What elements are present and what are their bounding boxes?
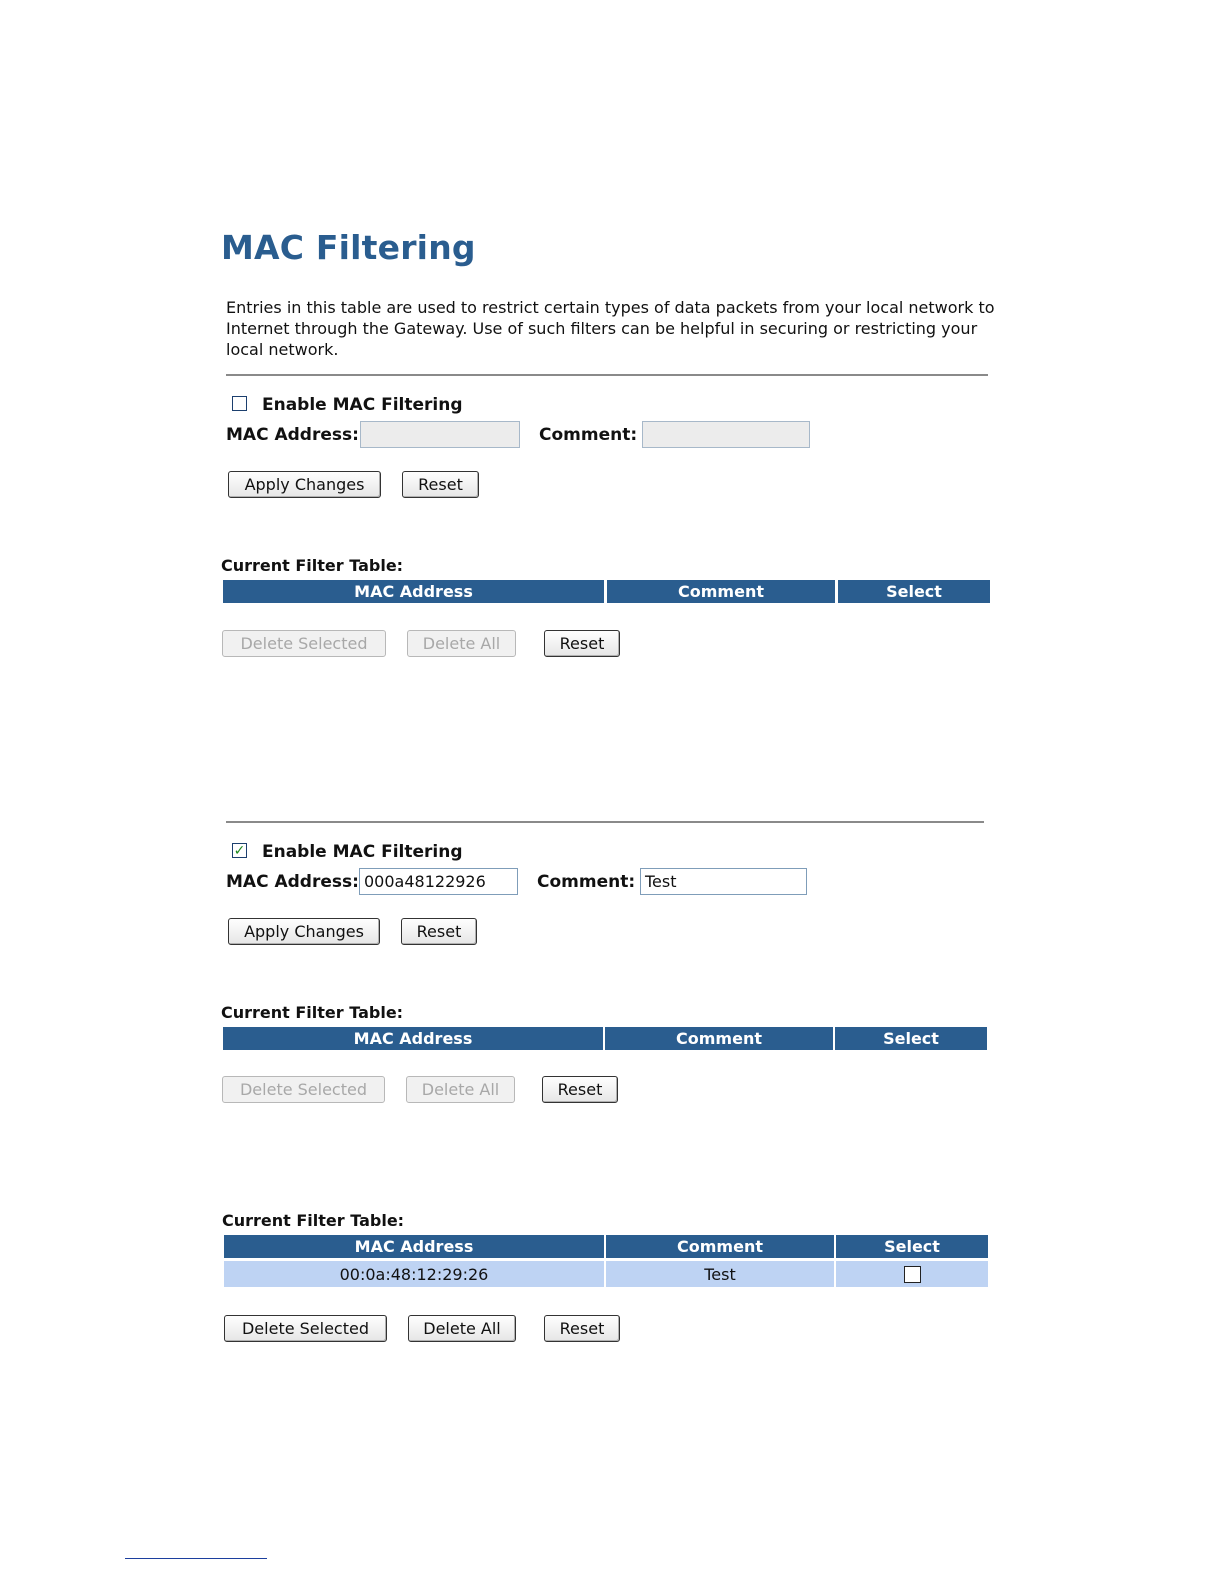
delete-all-button[interactable]: Delete All (406, 1076, 515, 1103)
enable-mac-filtering-checkbox[interactable] (232, 396, 247, 411)
column-header-mac-address: MAC Address (223, 580, 604, 603)
current-filter-table-label: Current Filter Table: (222, 1211, 405, 1230)
table-cell-select (836, 1261, 988, 1287)
apply-changes-button[interactable]: Apply Changes (228, 918, 380, 945)
mac-address-input[interactable] (360, 421, 520, 448)
delete-all-button[interactable]: Delete All (407, 630, 516, 657)
column-header-comment: Comment (607, 580, 835, 603)
current-filter-table-label: Current Filter Table: (221, 556, 404, 575)
table-cell-mac-address: 00:0a:48:12:29:26 (224, 1261, 604, 1287)
reset-button[interactable]: Reset (402, 471, 479, 498)
table-reset-button[interactable]: Reset (544, 1315, 620, 1342)
comment-input[interactable] (642, 421, 810, 448)
column-header-mac-address: MAC Address (223, 1027, 603, 1050)
mac-address-input[interactable]: 000a48122926 (359, 868, 518, 895)
table-cell-comment: Test (606, 1261, 834, 1287)
enable-mac-filtering-label: Enable MAC Filtering (262, 395, 463, 415)
delete-selected-button[interactable]: Delete Selected (224, 1315, 387, 1342)
enable-mac-filtering-checkbox[interactable] (232, 843, 247, 858)
column-header-mac-address: MAC Address (224, 1235, 604, 1258)
column-header-select: Select (838, 580, 990, 603)
divider (226, 374, 988, 376)
column-header-select: Select (835, 1027, 987, 1050)
mac-address-label: MAC Address: (226, 425, 359, 445)
divider (226, 821, 984, 823)
comment-label: Comment: (539, 425, 638, 445)
page-title: MAC Filtering (221, 228, 476, 267)
enable-mac-filtering-label: Enable MAC Filtering (262, 842, 463, 862)
footnote-separator (125, 1558, 267, 1559)
row-select-checkbox[interactable] (904, 1266, 921, 1283)
delete-selected-button[interactable]: Delete Selected (222, 1076, 385, 1103)
column-header-select: Select (836, 1235, 988, 1258)
reset-button[interactable]: Reset (401, 918, 477, 945)
delete-all-button[interactable]: Delete All (408, 1315, 516, 1342)
delete-selected-button[interactable]: Delete Selected (222, 630, 386, 657)
apply-changes-button[interactable]: Apply Changes (228, 471, 381, 498)
table-reset-button[interactable]: Reset (544, 630, 620, 657)
column-header-comment: Comment (605, 1027, 833, 1050)
checkmark-icon: ✓ (233, 842, 246, 859)
table-reset-button[interactable]: Reset (542, 1076, 618, 1103)
column-header-comment: Comment (606, 1235, 834, 1258)
mac-address-label: MAC Address: (226, 872, 359, 892)
current-filter-table-label: Current Filter Table: (221, 1003, 404, 1022)
page-description: Entries in this table are used to restrict certain types of data packets from your local network to Internet through the Gateway. Use of such filters can be helpful in securing or restricting your local network. (226, 298, 995, 359)
comment-label: Comment: (537, 872, 636, 892)
comment-input[interactable]: Test (640, 868, 807, 895)
